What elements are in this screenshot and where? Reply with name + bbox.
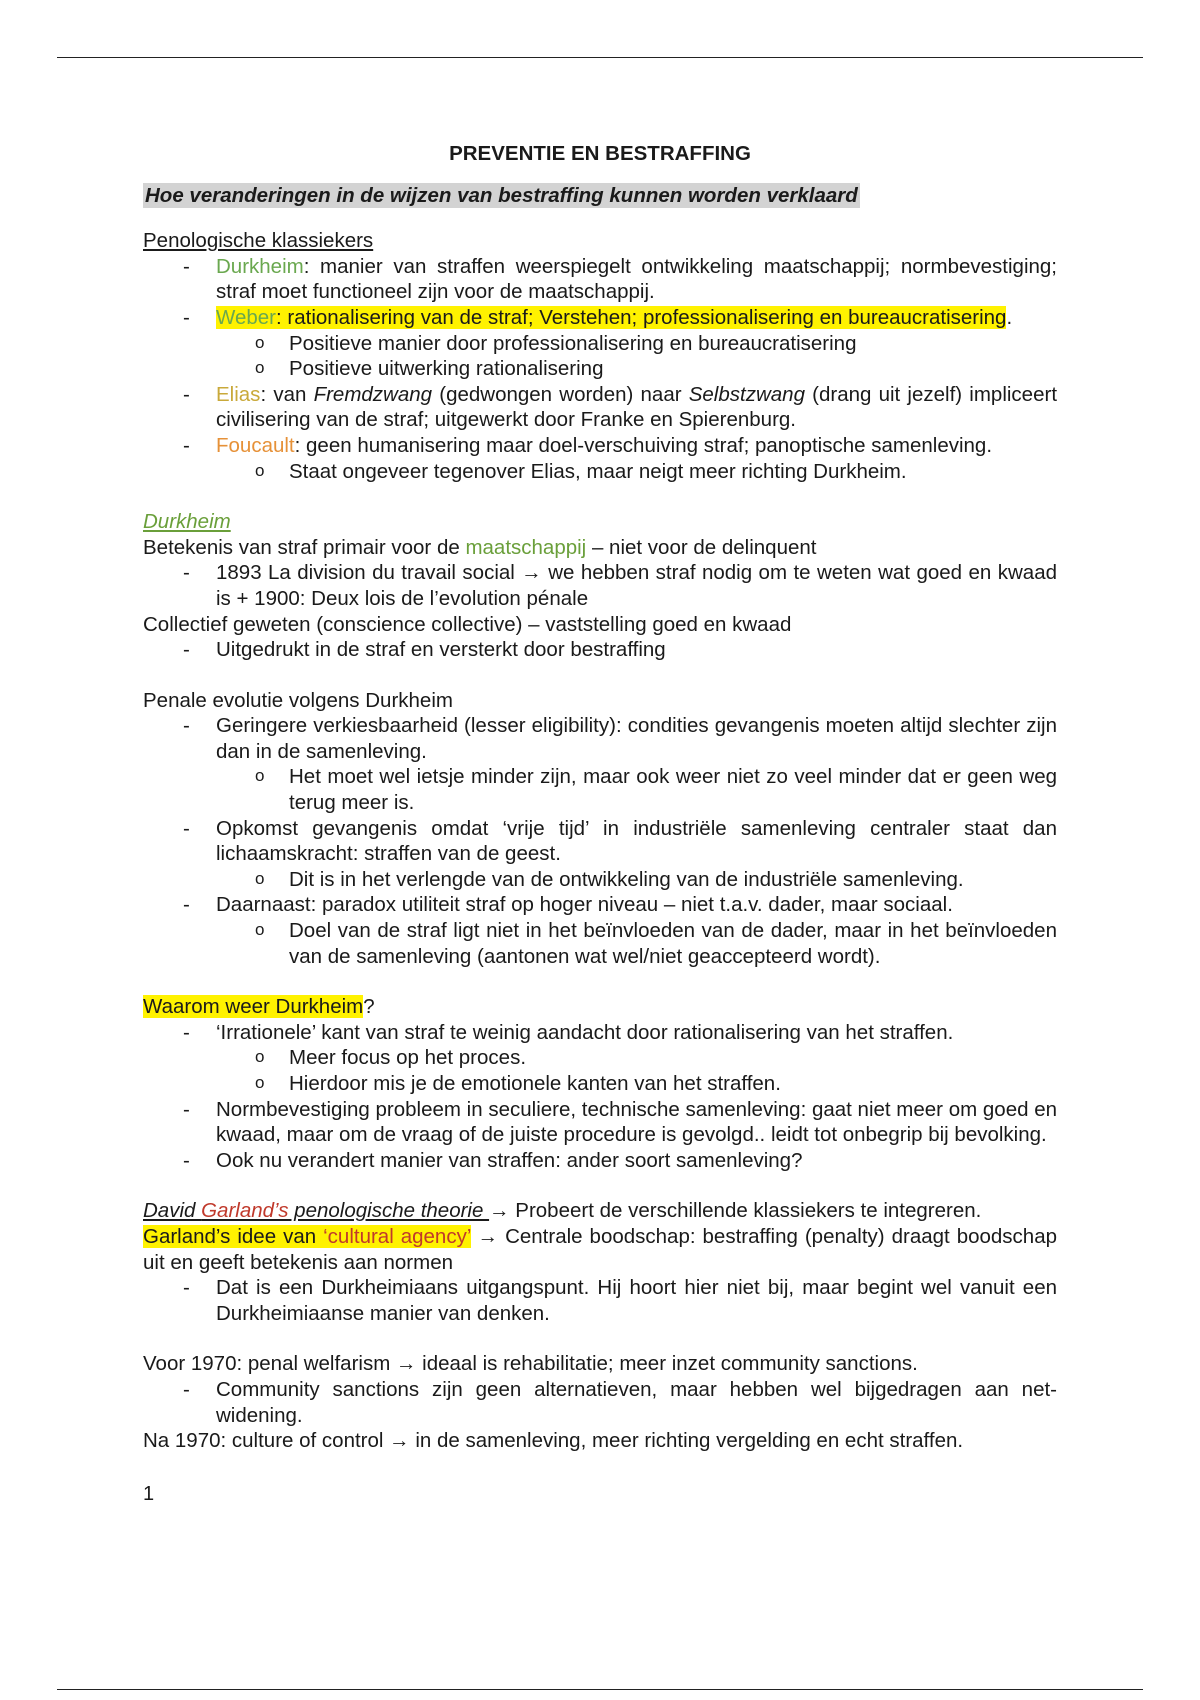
list-subitem: o Staat ongeveer tegenover Elias, maar neigt meer richting Durkheim. [143,459,1057,485]
why-heading-line [143,994,1057,1020]
list-item: - Uitgedrukt in de straf en versterkt door bestraffing [143,637,1057,663]
list-subitem: o Doel van de straf ligt niet in het beïnvloeden van de dader, maar in het beïnvloeden van de samenleving (aantonen wat wel/niet geaccepteerd wordt). [143,918,1057,969]
term-cultural-agency: ‘cultural agency’ [323,1224,471,1248]
text: David [143,1199,202,1223]
evolution-heading: Penale evolutie volgens Durkheim [143,688,453,712]
why-heading: Waarom weer Durkheim [143,995,364,1019]
term-maatschappij: maatschappij [465,535,587,559]
text: Garland’s idee van [143,1224,324,1248]
text: → Centrale boodschap: bestraffing (penalty) draagt boodschap uit en geeft betekenis aan normen [143,1224,1057,1274]
text: Betekenis van straf primair voor de [143,535,466,559]
evolution-list [143,713,1057,969]
before-1970-list [143,1377,1057,1428]
list-item-elias [143,382,1057,433]
garland-theory-title [143,1199,489,1222]
foucault-description: : geen humanisering maar doel-verschuiving straf; panoptische samenleving. [294,433,993,457]
list-item: - Ook nu verandert manier van straffen: ander soort samenleving? [143,1148,1057,1174]
document-body [143,141,1057,1507]
list-item: - Geringere verkiesbaarheid (lesser eligibility): condities gevangenis moeten altijd slechter zijn dan in de samenleving. [143,713,1057,764]
list-subitem: o Positieve manier door professionalisering en bureaucratisering [143,331,1057,357]
section-question-heading: Hoe veranderingen in de wijzen van bestraffing kunnen worden verklaard [145,183,858,207]
elias-text: (gedwongen worden) naar [432,382,689,406]
after-1970-line: Na 1970: culture of control → in de samenleving, meer richting vergelding en echt straffen. [143,1429,964,1453]
weber-end: . [1006,305,1013,329]
list-item: - Daarnaast: paradox utiliteit straf op hoger niveau – niet t.a.v. dader, maar sociaal. [143,892,1057,918]
list-subitem: o Hierdoor mis je de emotionele kanten van het straffen. [143,1071,1057,1097]
why-list [143,1020,1057,1174]
collective-list [143,637,1057,663]
name-elias: Elias [216,382,261,406]
list-subitem: o Het moet wel ietsje minder zijn, maar ook weer niet zo veel minder dat er geen weg terug meer is. [143,764,1057,815]
list-item: - Opkomst gevangenis omdat ‘vrije tijd’ in industriële samenleving centraler staat dan lichaamskracht: straffen van de geest. [143,816,1057,867]
durkheim-list [143,560,1057,611]
garland-agency-line [143,1224,1057,1275]
list-item-weber [143,305,1057,331]
durkheim-description: : manier van straffen weerspiegelt ontwikkeling maatschappij; normbevestiging; straf moet functioneel zijn voor de maatschappij. [216,254,1057,304]
list-subitem: o Meer focus op het proces. [143,1045,1057,1071]
list-subitem: o Positieve uitwerking rationalisering [143,356,1057,382]
question-mark: ? [363,995,375,1019]
classics-heading: Penologische klassiekers [143,229,374,253]
list-subitem: o Dit is in het verlengde van de ontwikkeling van de industriële samenleving. [143,867,1057,893]
page-number: 1 [143,1482,155,1505]
list-item-durkheim [143,254,1057,305]
document-title: PREVENTIE EN BESTRAFFING [449,142,751,165]
durkheim-heading: Durkheim [143,510,231,534]
text: penologische theorie [288,1199,490,1223]
term-fremdzwang: Fremdzwang [313,382,433,406]
list-item: - Normbevestiging probleem in seculiere, technische samenleving: gaat niet meer om goed en kwaad, maar om de vraag of de juiste procedure is gevolgd.. leidt tot onbegrip bij bevolking. [143,1097,1057,1148]
list-item-foucault [143,433,1057,459]
garland-agency-highlight [143,1225,471,1248]
before-1970-line: Voor 1970: penal welfarism → ideaal is rehabilitatie; meer inzet community sanctions. [143,1352,918,1376]
bottom-rule [57,1689,1143,1690]
elias-text: : van [260,382,314,406]
list-item: - ‘Irrationele’ kant van straf te weinig aandacht door rationalisering van het straffen. [143,1020,1057,1046]
name-garland: Garland’s [201,1199,289,1223]
text: → Probeert de verschillende klassiekers te integreren. [489,1199,982,1223]
elias-text: (drang uit jezelf) impliceert civilisering van de straf; uitgewerkt door Franke en Spierenburg. [216,382,1058,432]
weber-description: : rationalisering van de straf; Verstehen; professionalisering en bureaucratisering [276,305,1007,329]
name-foucault: Foucault [216,433,295,457]
garland-theory-line [143,1198,1057,1224]
term-selbstzwang: Selbstzwang [688,382,805,406]
name-weber: Weber [216,305,277,329]
top-rule [57,57,1143,58]
durkheim-line [143,535,1057,561]
list-item: - 1893 La division du travail social → we hebben straf nodig om te weten wat goed en kwaad is + 1900: Deux lois de l’evolution pénale [143,560,1057,611]
garland-list [143,1275,1057,1326]
list-item: - Community sanctions zijn geen alternatieven, maar hebben wel bijgedragen aan net-widening. [143,1377,1057,1428]
text: – niet voor de delinquent [586,535,817,559]
name-durkheim: Durkheim [216,254,304,278]
classics-list [143,254,1057,484]
list-item: - Dat is een Durkheimiaans uitgangspunt. Hij hoort hier niet bij, maar begint wel vanuit een Durkheimiaanse manier van denken. [143,1275,1057,1326]
collective-conscience-line: Collectief geweten (conscience collective) – vaststelling goed en kwaad [143,612,792,636]
weber-highlight [216,306,1006,329]
